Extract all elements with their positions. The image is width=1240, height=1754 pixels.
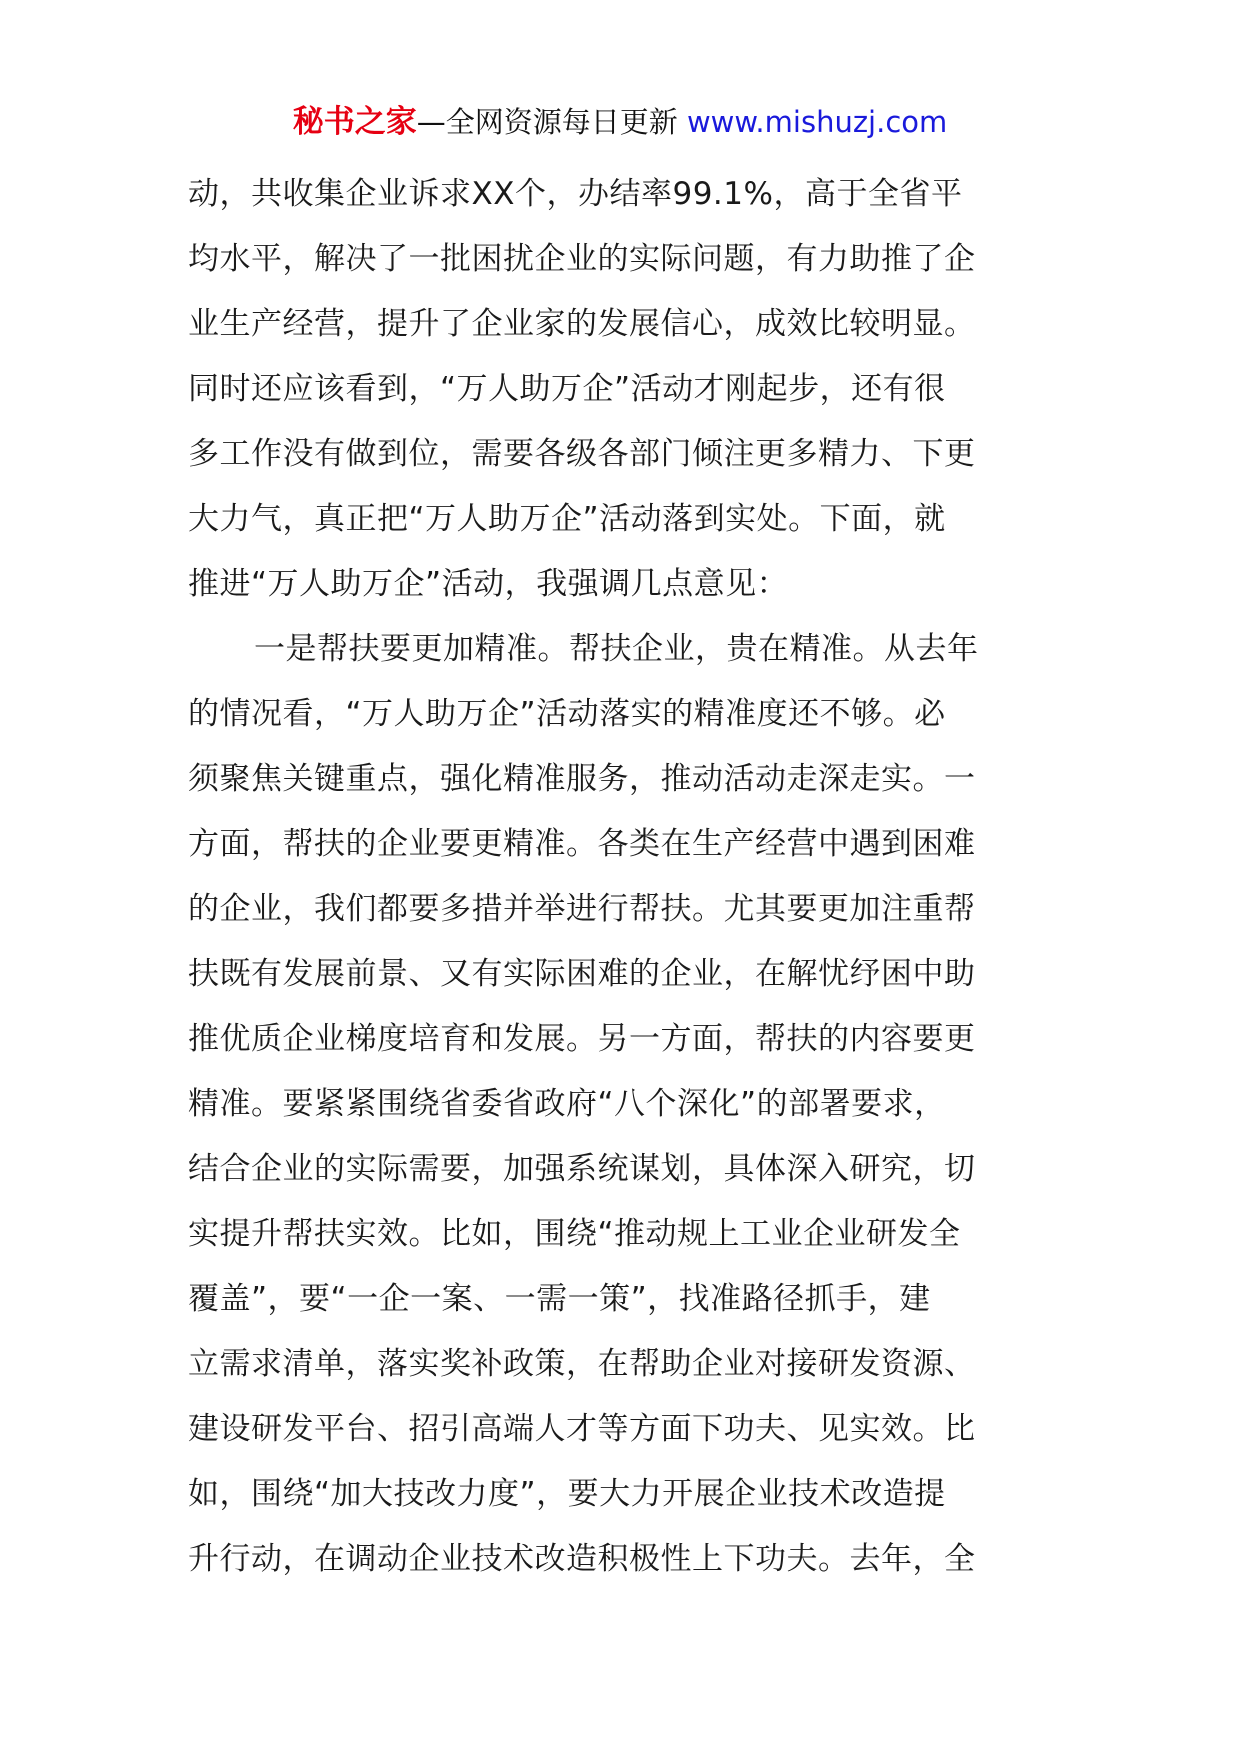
header-tagline: —全网资源每日更新 [416, 105, 687, 139]
body-line: 的企业，我们都要多措并举进行帮扶。尤其要更加注重帮 [188, 891, 976, 927]
page-header [0, 100, 1240, 144]
body-line: 大力气，真正把“万人助万企”活动落到实处。下面，就 [188, 501, 946, 537]
body-line: 推进“万人助万企”活动，我强调几点意见： [188, 566, 789, 602]
body-line: 多工作没有做到位，需要各级各部门倾注更多精力、下更 [188, 436, 976, 472]
body-line: 推优质企业梯度培育和发展。另一方面，帮扶的内容要更 [188, 1021, 976, 1057]
body-line: 扶既有发展前景、又有实际困难的企业，在解忧纾困中助 [188, 956, 976, 992]
body-line: 实提升帮扶实效。比如，围绕“推动规上工业企业研发全 [188, 1216, 961, 1252]
body-line: 的情况看，“万人助万企”活动落实的精准度还不够。必 [188, 696, 946, 732]
body-line: 业生产经营，提升了企业家的发展信心，成效比较明显。 [188, 306, 976, 342]
body-line: 精准。要紧紧围绕省委省政府“八个深化”的部署要求， [188, 1086, 946, 1122]
body-line: 方面，帮扶的企业要更精准。各类在生产经营中遇到困难 [188, 826, 976, 862]
document-body [188, 162, 1054, 1592]
body-line: 须聚焦关键重点，强化精准服务，推动活动走深走实。一 [188, 761, 976, 797]
body-line: 均水平，解决了一批困扰企业的实际问题，有力助推了企 [188, 241, 976, 277]
body-line: 动，共收集企业诉求XX个，办结率99.1%，高于全省平 [188, 176, 963, 212]
body-line: 如，围绕“加大技改力度”，要大力开展企业技术改造提 [188, 1476, 946, 1512]
header-url-link[interactable]: www.mishuzj.com [686, 105, 948, 139]
body-line: 结合企业的实际需要，加强系统谋划，具体深入研究，切 [188, 1151, 976, 1187]
body-line: 覆盖”，要“一企一案、一需一策”，找准路径抓手，建 [188, 1281, 931, 1317]
body-line: 同时还应该看到，“万人助万企”活动才刚起步，还有很 [188, 371, 946, 407]
body-line: 建设研发平台、招引高端人才等方面下功夫、见实效。比 [188, 1411, 976, 1447]
body-line: 立需求清单，落实奖补政策，在帮助企业对接研发资源、 [188, 1346, 976, 1382]
body-line: 升行动，在调动企业技术改造积极性上下功夫。去年，全 [188, 1541, 976, 1577]
paragraph-start-line: 一是帮扶要更加精准。帮扶企业，贵在精准。从去年 [254, 631, 979, 667]
header-brand: 秘书之家 [292, 104, 417, 140]
